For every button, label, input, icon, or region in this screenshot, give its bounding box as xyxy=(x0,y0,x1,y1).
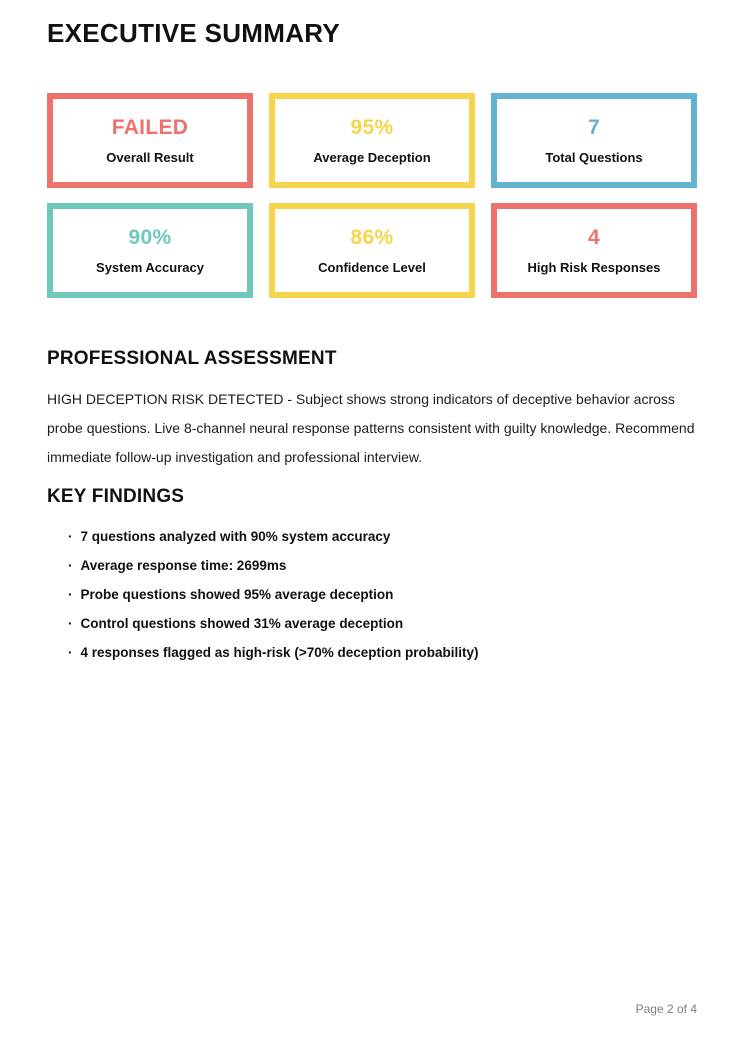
finding-item xyxy=(68,551,697,580)
stat-value: 7 xyxy=(588,116,600,139)
stat-card-total-questions xyxy=(491,93,697,188)
bullet-dot xyxy=(68,645,73,660)
stat-value: 4 xyxy=(588,226,600,249)
finding-text: Control questions showed 31% average deception xyxy=(80,616,404,631)
stat-card-average-deception xyxy=(269,93,475,188)
stat-label: System Accuracy xyxy=(96,260,204,275)
stat-card-high-risk-responses xyxy=(491,203,697,298)
stat-label: Confidence Level xyxy=(318,260,426,275)
finding-item xyxy=(68,580,697,609)
finding-text: Average response time: 2699ms xyxy=(80,558,287,573)
bullet-dot xyxy=(68,616,73,631)
stat-value: 86% xyxy=(350,226,394,249)
stat-value: FAILED xyxy=(111,116,189,139)
bullet-dot xyxy=(68,587,73,602)
finding-item xyxy=(68,609,697,638)
finding-text: 7 questions analyzed with 90% system accuracy xyxy=(80,529,391,544)
bullet-dot xyxy=(68,558,73,573)
stat-card-system-accuracy xyxy=(47,203,253,298)
findings-section-heading: KEY FINDINGS xyxy=(47,486,185,507)
assessment-body-text: HIGH DECEPTION RISK DETECTED - Subject shows strong indicators of deceptive behavior across probe questions. Live 8-channel neural response patterns consistent with guilty knowledge. Recommend immediate follow-up investigation and professional interview. xyxy=(47,391,695,465)
stat-value: 95% xyxy=(350,116,394,139)
stat-label: Average Deception xyxy=(313,150,431,165)
assessment-section-heading: PROFESSIONAL ASSESSMENT xyxy=(47,348,337,369)
finding-item xyxy=(68,522,697,551)
page-number: Page 2 of 4 xyxy=(635,1002,697,1016)
finding-item xyxy=(68,638,697,667)
stat-label: Overall Result xyxy=(106,150,194,165)
stat-label: High Risk Responses xyxy=(527,260,661,275)
stat-card-overall-result xyxy=(47,93,253,188)
stat-card-confidence-level xyxy=(269,203,475,298)
findings-list xyxy=(47,522,697,667)
stat-cards-grid xyxy=(47,93,697,298)
finding-text: 4 responses flagged as high-risk (>70% deception probability) xyxy=(80,645,479,660)
finding-text: Probe questions showed 95% average deception xyxy=(80,587,394,602)
report-content xyxy=(0,18,743,667)
page-title: EXECUTIVE SUMMARY xyxy=(47,18,341,48)
stat-label: Total Questions xyxy=(545,150,643,165)
stat-value: 90% xyxy=(128,226,172,249)
bullet-dot xyxy=(68,529,73,544)
